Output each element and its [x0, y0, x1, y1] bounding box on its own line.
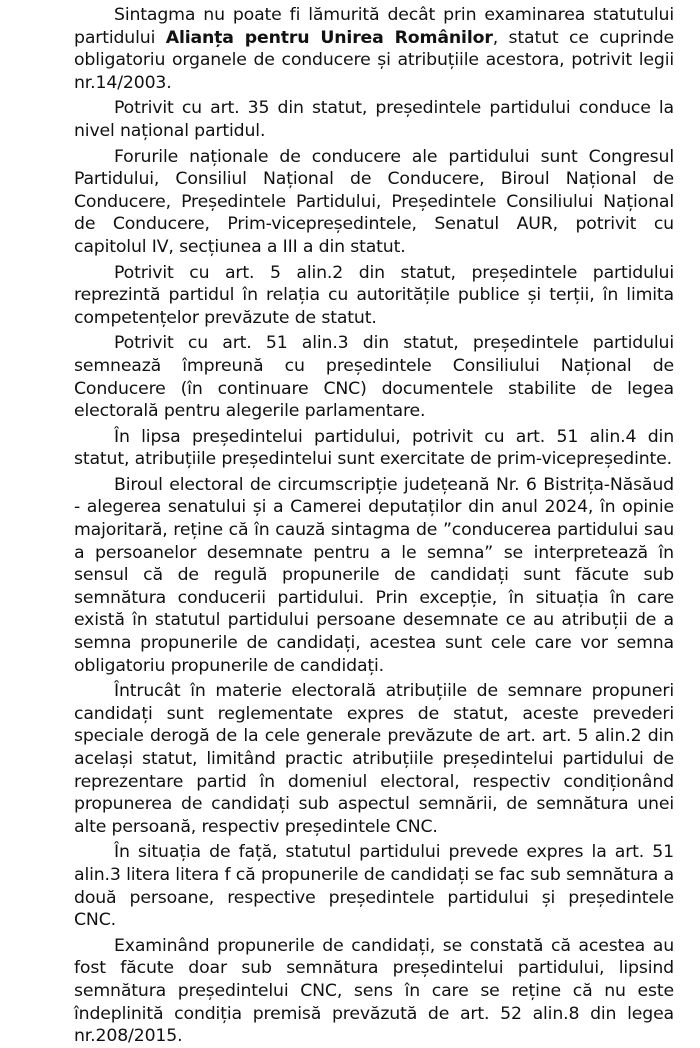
- paragraph-text-after-bold: , statut ce cuprinde obligatoriu organele de conducere și atribuțiile acestora, potrivit legii nr.14/2003.: [74, 27, 675, 93]
- paragraph-art-35: Potrivit cu art. 35 din statut, președintele partidului conduce la nivel național partidul.: [74, 98, 674, 141]
- paragraph-art-51-alin-4: În lipsa președintelui partidului, potrivit cu art. 51 alin.4 din statut, atribuțiile președintelui sunt exercitate de prim-vicepreședinte.: [74, 426, 674, 470]
- paragraph-art-51-alin-3: Potrivit cu art. 51 alin.3 din statut, președintele partidului semnează împreună cu președintele Consiliului Național de Conducere (în continuare CNC) documentele stabilite de legea electorală pentru alegerile parlamentare.: [74, 333, 674, 422]
- paragraph-statute-definition: [74, 4, 674, 94]
- paragraph-conclusion: Examinând propunerile de candidați, se constată că acestea au fost făcute doar sub semnătura președintelui partidului, lipsind semnătura președintelui CNC, sens în care se reține că nu este îndeplinită condiția premisă prevăzută de art. 52 alin.8 din legea nr.208/2015.: [74, 935, 674, 1047]
- paragraph-text-before-bold: Sintagma nu poate fi lămurită decât prin examinarea statutului partidului: [74, 5, 674, 48]
- party-name-bold: Alianța pentru Unirea Românilor: [165, 27, 493, 48]
- paragraph-current-situation: În situația de față, statutul partidului prevede expres la art. 51 alin.3 litera litera f că propunerile de candidați se fac sub semnătura a două persoane, respective președintele partidului și președintele CNC.: [74, 842, 674, 931]
- paragraph-special-provisions: Întrucât în materie electorală atribuțiile de semnare propuneri candidați sunt reglementate expres de statut, aceste prevederi speciale derogă de la cele generale prevăzute de art. art. 5 alin.2 din același statut, limitând practic atribuțiile președintelui partidului de reprezentare partid în domeniul electoral, respectiv condiționând propunerea de candidați sub aspectul semnării, de semnătura unei alte persoană, respectiv președintele CNC.: [74, 681, 674, 837]
- paragraph-art-5-alin-2: Potrivit cu art. 5 alin.2 din statut, președintele partidului reprezintă partidul în relația cu autoritățile publice și terții, în limita competențelor prevăzute de statut.: [74, 262, 674, 328]
- paragraph-national-forums: Forurile naționale de conducere ale partidului sunt Congresul Partidului, Consiliul Național de Conducere, Biroul Național de Conducere, Președintele Partidului, Președintele Consiliului Național de Conducere, Prim-vicepreședintele, Senatul AUR, potrivit cu capitolul IV, secțiunea a III a din statut.: [74, 146, 674, 257]
- paragraph-electoral-office-opinion: Biroul electoral de circumscripție județeană Nr. 6 Bistrița-Năsăud - alegerea senatului și a Camerei deputaților din anul 2024, în opinie majoritară, reține că în cauză sintagma de ”conducerea partidului sau a persoanelor desemnate pentru a le semna” se interpretează în sensul că de regulă propunerile de candidați sunt făcute sub semnătura conducerii partidului. Prin excepție, în situația în care există în statutul partidului persoane desemnate ce au atribuții de a semna propunerile de candidați, acestea sunt cele care vor semna obligatoriu propunerile de candidați.: [74, 474, 674, 676]
